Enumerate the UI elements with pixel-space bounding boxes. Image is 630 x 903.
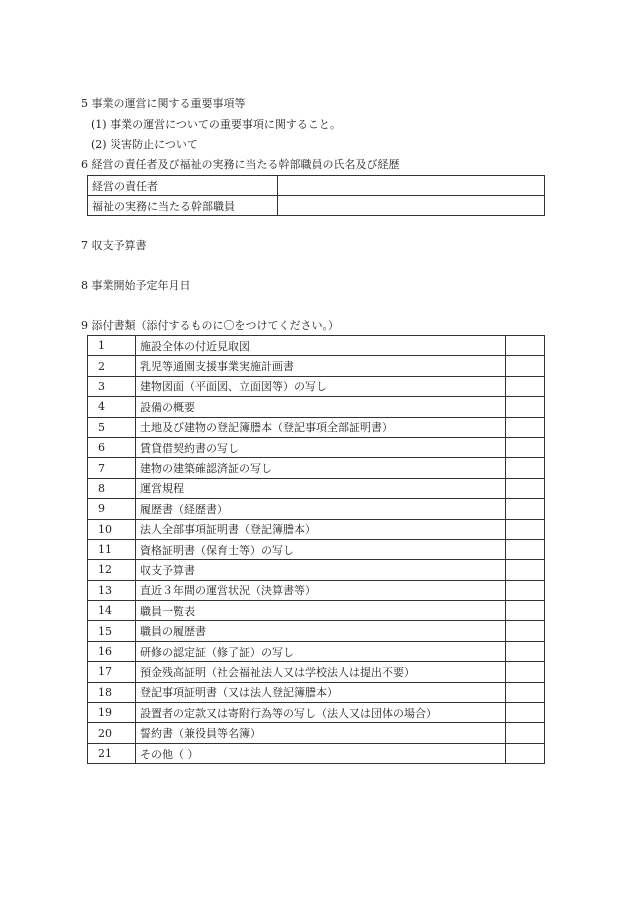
document-name: 土地及び建物の登記簿謄本（登記事項全部証明書）: [136, 417, 506, 437]
check-mark-cell[interactable]: [506, 723, 545, 743]
table-row: [88, 723, 545, 743]
check-mark-cell[interactable]: [506, 601, 545, 621]
document-name: 誓約書（兼役員等名簿）: [136, 723, 506, 743]
check-mark-cell[interactable]: [506, 662, 545, 682]
check-mark-cell[interactable]: [506, 376, 545, 396]
row-number: 11: [88, 539, 136, 559]
table-row: [88, 376, 545, 396]
check-mark-cell[interactable]: [506, 478, 545, 498]
check-mark-cell[interactable]: [506, 682, 545, 702]
document-name: 登記事項証明書（又は法人登記簿謄本）: [136, 682, 506, 702]
document-name: 研修の認定証（修了証）の写し: [136, 641, 506, 661]
table-row: [88, 397, 545, 417]
section-5-item-1: (1) 事業の運営についての重要事項に関すること。: [91, 118, 341, 131]
document-name: 建物図面（平面図、立面図等）の写し: [136, 376, 506, 396]
row-number: 13: [88, 580, 136, 600]
row-number: 3: [88, 376, 136, 396]
table-row: [88, 478, 545, 498]
table-row: [88, 743, 545, 763]
section-8-heading: 8 事業開始予定年月日: [81, 279, 191, 292]
table-row: [88, 499, 545, 519]
check-mark-cell[interactable]: [506, 703, 545, 723]
row-number: 19: [88, 703, 136, 723]
table-row: [88, 580, 545, 600]
check-mark-cell[interactable]: [506, 397, 545, 417]
section-6-heading: 6 経営の責任者及び福祉の実務に当たる幹部職員の氏名及び経歴: [81, 158, 400, 171]
row-number: 2: [88, 356, 136, 376]
section-9-heading: 9 添付書類（添付するものに〇をつけてください。）: [81, 319, 339, 332]
row-number: 9: [88, 499, 136, 519]
table-row: [88, 703, 545, 723]
table-row: [88, 458, 545, 478]
document-name: 法人全部事項証明書（登記簿謄本）: [136, 519, 506, 539]
check-mark-cell[interactable]: [506, 539, 545, 559]
row-number: 21: [88, 743, 136, 763]
document-name: 乳児等通園支援事業実施計画書: [136, 356, 506, 376]
row-number: 4: [88, 397, 136, 417]
check-mark-cell[interactable]: [506, 356, 545, 376]
document-name: 施設全体の付近見取図: [136, 336, 506, 356]
table-row: [88, 196, 545, 216]
row-value-cell[interactable]: [278, 176, 545, 196]
check-mark-cell[interactable]: [506, 417, 545, 437]
table-row: [88, 539, 545, 559]
table-row: [88, 560, 545, 580]
check-mark-cell[interactable]: [506, 580, 545, 600]
attachments-table: [87, 335, 545, 764]
row-number: 10: [88, 519, 136, 539]
document-name: 設置者の定款又は寄附行為等の写し（法人又は団体の場合）: [136, 703, 506, 723]
document-name: 運営規程: [136, 478, 506, 498]
row-number: 6: [88, 437, 136, 457]
document-name: 直近３年間の運営状況（決算書等）: [136, 580, 506, 600]
table-row: [88, 641, 545, 661]
check-mark-cell[interactable]: [506, 458, 545, 478]
table-row: [88, 621, 545, 641]
executive-staff-table: [87, 175, 545, 216]
table-row: [88, 176, 545, 196]
check-mark-cell[interactable]: [506, 743, 545, 763]
row-number: 8: [88, 478, 136, 498]
table-row: [88, 519, 545, 539]
row-value-cell[interactable]: [278, 196, 545, 216]
row-number: 16: [88, 641, 136, 661]
check-mark-cell[interactable]: [506, 437, 545, 457]
table-row: [88, 437, 545, 457]
row-label: 福祉の実務に当たる幹部職員: [88, 196, 278, 216]
document-name: 設備の概要: [136, 397, 506, 417]
document-name: 履歴書（経歴書）: [136, 499, 506, 519]
check-mark-cell[interactable]: [506, 336, 545, 356]
document-name: 職員一覧表: [136, 601, 506, 621]
check-mark-cell[interactable]: [506, 621, 545, 641]
section-5-item-2: (2) 災害防止について: [91, 138, 198, 151]
row-number: 20: [88, 723, 136, 743]
row-number: 17: [88, 662, 136, 682]
table-row: [88, 336, 545, 356]
document-name: その他（ ）: [136, 743, 506, 763]
table-row: [88, 356, 545, 376]
row-number: 1: [88, 336, 136, 356]
row-number: 12: [88, 560, 136, 580]
row-label: 経営の責任者: [88, 176, 278, 196]
check-mark-cell[interactable]: [506, 519, 545, 539]
row-number: 18: [88, 682, 136, 702]
document-name: 預金残高証明（社会福祉法人又は学校法人は提出不要）: [136, 662, 506, 682]
check-mark-cell[interactable]: [506, 499, 545, 519]
section-5-heading: 5 事業の運営に関する重要事項等: [81, 97, 246, 110]
document-name: 職員の履歴書: [136, 621, 506, 641]
table-row: [88, 417, 545, 437]
row-number: 7: [88, 458, 136, 478]
check-mark-cell[interactable]: [506, 560, 545, 580]
section-7-heading: 7 収支予算書: [81, 239, 147, 252]
document-name: 賃貸借契約書の写し: [136, 437, 506, 457]
document-name: 建物の建築確認済証の写し: [136, 458, 506, 478]
table-row: [88, 662, 545, 682]
document-name: 資格証明書（保育士等）の写し: [136, 539, 506, 559]
document-name: 収支予算書: [136, 560, 506, 580]
check-mark-cell[interactable]: [506, 641, 545, 661]
table-row: [88, 682, 545, 702]
row-number: 14: [88, 601, 136, 621]
row-number: 15: [88, 621, 136, 641]
row-number: 5: [88, 417, 136, 437]
table-row: [88, 601, 545, 621]
